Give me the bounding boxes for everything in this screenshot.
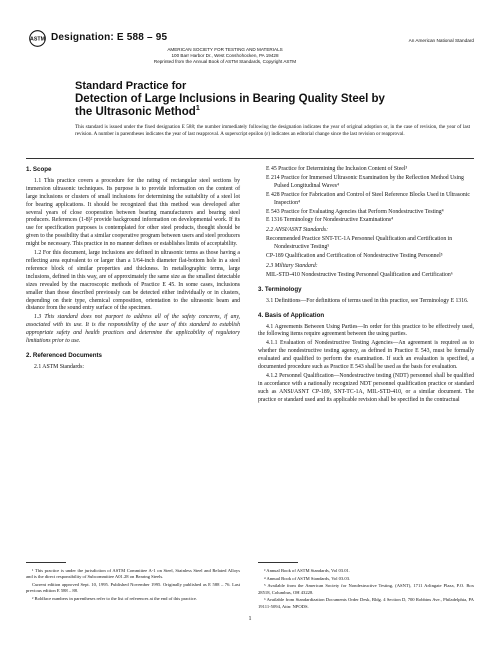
reference-entry: CP-189 Qualification and Certification of Nondestructive Testing Personnel⁵: [266, 253, 443, 260]
subsection-label: 2.2 ANSI/ASNT Standards:: [266, 227, 329, 234]
paragraph: 4.1.2 Personnel Qualification—Nondestructive testing (NDT) personnel shall be qualified in accordance with a nationally recognized NDT personnel qualification practice or standard such as ANSI/ASNT CP-189, SNT-TC-1A, MIL-STD-410, or a similar document. The practice or standard used and its applicable revision shall be specified in the contractual: [258, 372, 474, 403]
reference-entry: E 1316 Terminology for Nondestructive Examinations⁴: [266, 217, 394, 224]
reference-entry: E 45 Practice for Determining the Inclusion Content of Steel³: [266, 166, 408, 172]
title-line: Detection of Large Inclusions in Bearing Quality Steel by: [75, 93, 385, 105]
right-column: [258, 166, 474, 406]
document-title: [75, 80, 405, 119]
paragraph: 1.2 For this document, large inclusions are defined in ultrasonic terms as those having a reflecting area equivalent to or larger than a 1/64-inch diameter flat-bottom hole in a steel reference block of similar properties and thickness. In metallographic terms, large inclusions, defined in this way, are of approximately the same size as the smallest detectable sizes revealed by the macroscopic methods of Practice E 45. In some cases, inclusions smaller than those described previously can be detected either individually or in clusters, depending on their type, chemical composition, orientation to the ultrasonic beam and distance from the sound entry surface of the specimen.: [26, 250, 240, 312]
designation: Designation: E 588 – 95: [51, 32, 168, 43]
footnote: Current edition approved Sept. 10, 1995. Published November 1995. Originally published as E 588 – 76. Last previous edition E 588 – 88.: [26, 581, 240, 594]
footnote: ² Boldface numbers in parentheses refer to the list of references at the end of this practice.: [32, 595, 198, 601]
issuance-notice: This standard is issued under the fixed designation E 588; the number immediately following the designation indicates the year of original adoption or, in the case of revision, the year of last revision. A number in parentheses indicates the year of last reapproval. A superscript epsilon (ε) indicates an editorial change since the last revision or reapproval.: [75, 124, 470, 138]
reference-entry: MIL-STD-410 Nondestructive Testing Personnel Qualification and Certification⁶: [266, 271, 453, 278]
title-text: the Ultrasonic Method: [75, 106, 196, 118]
footnote: ⁶ Available from Standardization Documents Order Desk, Bldg. 4 Section D, 700 Robbins Ave., Philadelphia, PA 19111-5094, Attn: NPODS.: [258, 597, 474, 609]
publisher-line: Reprinted from the Annual Book of ASTM Standards, Copyright ASTM: [153, 59, 297, 64]
svg-text:ASTM: ASTM: [30, 36, 45, 43]
reference-entry: E 428 Practice for Fabrication and Control of Steel Reference Blocks Used in Ultrasonic Inspection⁴: [266, 191, 470, 206]
footnotes-left: [26, 568, 240, 604]
title-line: Standard Practice for: [75, 80, 187, 92]
footnote-divider: [26, 562, 66, 563]
paragraph: 4.1 Agreements Between Using Parties—In order for this practice to be effectively used, the following items require agreement between the using parties.: [258, 323, 474, 338]
section-heading: 4. Basis of Application: [258, 311, 325, 319]
paragraph: 3.1 Definitions—For definitions of terms used in this practice, see Terminology E 1316.: [266, 297, 469, 304]
reference-entry: E 214 Practice for Immersed Ultrasonic Examination by the Reflection Method Using Pulsed Longitudinal Waves⁴: [266, 174, 464, 189]
paragraph: 1.1 This practice covers a procedure for the rating of rectangular steel sections by immersion ultrasonic techniques. Its purpose is to provide information on the content of large inclusions or clusters of small inclusions for determining the suitability of a steel lot for bearing applications. It should be recognized that this method was developed after several years of close cooperation between bearing manufacturers and bearing steel producers. References (1-8)² provide background information on developmental work. If its use for specification purposes is contemplated for other steel products, thought should be given to the possibility that a similar cooperative program between users and steel producers might be necessary. This practice in no manner defines or establishes limits of acceptability.: [26, 177, 240, 248]
footnote-divider: [258, 562, 298, 563]
footnotes-right: [258, 568, 474, 611]
paragraph: 2.1 ASTM Standards:: [34, 363, 84, 370]
left-column: [26, 166, 240, 373]
title-line: [75, 103, 405, 119]
divider: [26, 158, 474, 159]
paragraph: 1.3 This standard does not purport to address all of the safety concerns, if any, associated with its use. It is the responsibility of the user of this standard to establish appropriate safety and health practices and determine the applicability of regulatory limitations prior to use.: [26, 314, 240, 345]
publisher-line: 100 Barr Harbor Dr., West Conshohocken, PA 19428: [171, 53, 279, 58]
publisher-info: [110, 47, 340, 65]
section-heading: 3. Terminology: [258, 285, 302, 293]
page-number: 1: [248, 616, 252, 622]
footnote: ⁴ Annual Book of ASTM Standards, Vol 03.03.: [264, 575, 351, 581]
section-heading: 2. Referenced Documents: [26, 351, 102, 359]
standard-type: An American National Standard: [408, 38, 474, 43]
footnote: ³ Annual Book of ASTM Standards, Vol 03.01.: [264, 568, 350, 573]
paragraph: 4.1.1 Evaluation of Nondestructive Testing Agencies—An agreement is required as to whether the nondestructive testing agency, as defined in Practice E 543, must be formally evaluated and qualified to perform the examination. If such an evaluation is specified, a documented procedure such as Practice E 543 shall be used as the basis for evaluation.: [258, 340, 474, 371]
footnote: ¹ This practice is under the jurisdiction of ASTM Committee A-1 on Steel, Stainless Steel and Related Alloys and is the direct responsibility of Subcommittee A01.28 on Bearing Steels.: [26, 568, 240, 580]
subsection-label: 2.3 Military Standard:: [266, 262, 318, 269]
section-heading: 1. Scope: [26, 166, 52, 173]
astm-logo-icon: [29, 30, 46, 47]
reference-entry: E 543 Practice for Evaluating Agencies that Perform Nondestructive Testing⁴: [266, 208, 444, 215]
footnote: ⁵ Available from the American Society for Nondestructive Testing, (ASNT), 1711 Arlingate Plaza, P.O. Box 28518, Columbus, OH 43228.: [258, 583, 474, 595]
reference-entry: Recommended Practice SNT-TC-1A Personnel Qualification and Certification in Nondestructive Testing⁵: [266, 236, 453, 251]
publisher-line: AMERICAN SOCIETY FOR TESTING AND MATERIALS: [167, 47, 283, 52]
title-footnote-mark: 1: [195, 103, 200, 113]
